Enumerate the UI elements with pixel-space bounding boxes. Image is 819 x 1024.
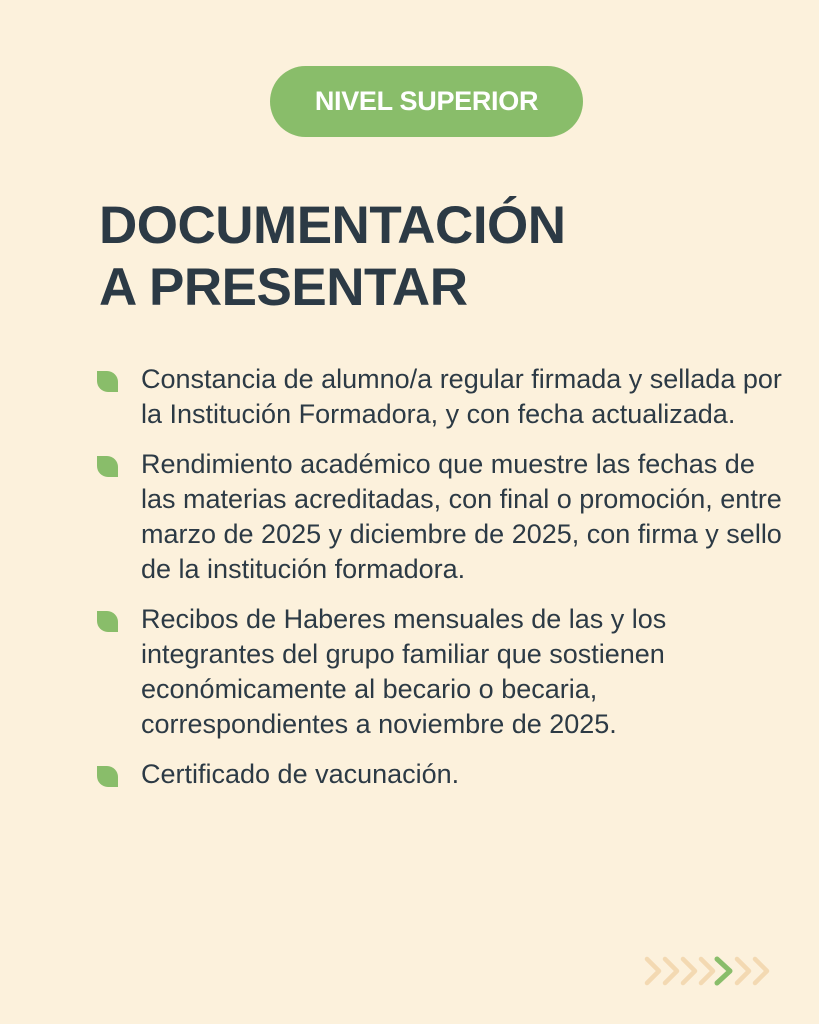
- list-item: [97, 757, 787, 792]
- documents-list: [97, 362, 787, 807]
- page-title-line-2: A PRESENTAR: [99, 258, 468, 317]
- leaf-bullet-icon: [97, 766, 118, 787]
- list-item-text: Rendimiento académico que muestre las fechas de las materias acreditadas, con final o promoción, entre marzo de 2025 y diciembre de 2025, con firma y sello de la institución formadora.: [141, 449, 782, 584]
- level-badge: [270, 66, 583, 137]
- chevrons-right-icon: [643, 953, 783, 989]
- list-item-text: Recibos de Haberes mensuales de las y los integrantes del grupo familiar que sostienen económicamente al becario o becaria, correspondientes a noviembre de 2025.: [141, 604, 667, 739]
- page-title: [99, 195, 566, 319]
- list-item: [97, 602, 787, 742]
- list-item: [97, 362, 787, 432]
- list-item-text: Certificado de vacunación.: [141, 759, 460, 789]
- level-badge-label: NIVEL SUPERIOR: [314, 86, 539, 116]
- leaf-bullet-icon: [97, 456, 118, 477]
- page-title-line-1: DOCUMENTACIÓN: [99, 196, 566, 255]
- leaf-bullet-icon: [97, 611, 118, 632]
- list-item-text: Constancia de alumno/a regular firmada y sellada por la Institución Formadora, y con fecha actualizada.: [141, 364, 782, 429]
- leaf-bullet-icon: [97, 371, 118, 392]
- list-item: [97, 447, 787, 587]
